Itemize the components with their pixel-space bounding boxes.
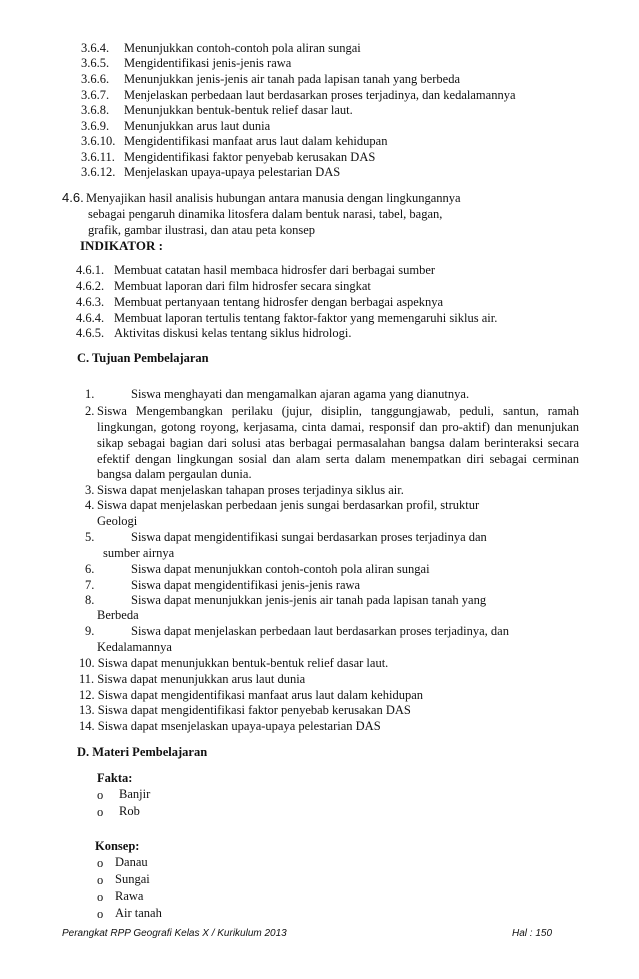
konsep-item: Danau (115, 855, 148, 869)
list-item-text: Siswa dapat menunjukkan jenis-jenis air tanah pada lapisan tanah yang (131, 593, 487, 607)
list-item-text: Membuat laporan dari film hidrosfer secara singkat (114, 279, 371, 293)
konsep-heading: Konsep: (95, 839, 140, 853)
list-item: 13. Siswa dapat mengidentifikasi faktor penyebab kerusakan DAS (79, 703, 411, 717)
list-item-text: Menunjukkan contoh-contoh pola aliran sungai (124, 41, 361, 55)
list-item-text: Kedalamannya (97, 640, 172, 654)
list-item-text: Menunjukkan bentuk-bentuk relief dasar laut. (124, 103, 353, 117)
kd-number: 4.6. (62, 190, 84, 205)
list-item-num: 3.6.12. (81, 165, 116, 179)
list-item-num: 2. (85, 404, 95, 418)
list-item-text: Menunjukkan arus laut dunia (124, 119, 271, 133)
fakta-item: Rob (119, 804, 140, 818)
list-item-text: Berbeda (97, 608, 139, 622)
bullet-icon: o (97, 907, 104, 921)
list-item-num: 4.6.2. (76, 279, 105, 293)
list-item: 14. Siswa dapat msenjelaskan upaya-upaya pelestarian DAS (79, 719, 381, 733)
list-item-text: Siswa dapat menjelaskan perbedaan laut berdasarkan proses terjadinya, dan (131, 624, 509, 638)
list-item-num: 3. (85, 483, 95, 497)
list-item-text: sumber airnya (103, 546, 175, 560)
section-heading-c: C. Tujuan Pembelajaran (77, 351, 209, 365)
list-item-text: efektif dengan lingkungan sosial dan alam serta dalam menempatkan diri sebagai cerminan (97, 452, 579, 466)
list-item-text: Membuat pertanyaan tentang hidrosfer dengan berbagai aspeknya (114, 295, 444, 309)
list-item-num: 3.6.5. (81, 56, 110, 70)
konsep-item: Rawa (115, 889, 144, 903)
list-item-text: Siswa dapat menunjukkan contoh-contoh pola aliran sungai (131, 562, 430, 576)
list-item-text: Siswa dapat menjelaskan perbedaan jenis sungai berdasarkan profil, struktur (97, 498, 480, 512)
list-item-text: bangsa dalam pergaulan dunia. (97, 467, 252, 481)
kd-text-line: sebagai pengaruh dinamika litosfera dalam bentuk narasi, tabel, bagan, (88, 207, 443, 221)
list-item-text: Menunjukkan jenis-jenis air tanah pada lapisan tanah yang berbeda (124, 72, 460, 86)
indikator-heading: INDIKATOR : (80, 238, 163, 253)
list-item-num: 6. (85, 562, 95, 576)
list-item-text: Geologi (97, 514, 138, 528)
list-item-num: 7. (85, 578, 95, 592)
kd-text-line: grafik, gambar ilustrasi, dan atau peta konsep (88, 223, 316, 237)
konsep-item: Air tanah (115, 906, 162, 920)
list-item-num: 3.6.9. (81, 119, 110, 133)
list-item-num: 3.6.7. (81, 88, 110, 102)
list-item-num: 5. (85, 530, 95, 544)
konsep-item: Sungai (115, 872, 150, 886)
footer-page-number: Hal : 150 (512, 928, 553, 939)
list-item-num: 9. (85, 624, 95, 638)
list-item-num: 1. (85, 387, 95, 401)
list-item-num: 3.6.4. (81, 41, 110, 55)
list-item: 12. Siswa dapat mengidentifikasi manfaat arus laut dalam kehidupan (79, 688, 424, 702)
list-item: 10. Siswa dapat menunjukkan bentuk-bentuk relief dasar laut. (79, 656, 389, 670)
bullet-icon: o (97, 805, 104, 819)
list-item-text: Mengidentifikasi faktor penyebab kerusakan DAS (124, 150, 376, 164)
bullet-icon: o (97, 873, 104, 887)
list-item-num: 4.6.3. (76, 295, 105, 309)
list-item-num: 4.6.1. (76, 263, 105, 277)
list-item: 11. Siswa dapat menunjukkan arus laut dunia (79, 672, 306, 686)
list-item-text: Siswa dapat menjelaskan tahapan proses terjadinya siklus air. (97, 483, 404, 497)
bullet-icon: o (97, 788, 104, 802)
list-item-num: 8. (85, 593, 95, 607)
kd-text-line: Menyajikan hasil analisis hubungan antara manusia dengan lingkungannya (86, 191, 461, 205)
list-item-text: sikap sebagai bagian dari solusi atas berbagai permasalahan bangsa dalam berinteraksi secara (97, 436, 579, 450)
list-item-text: Mengidentifikasi jenis-jenis rawa (124, 56, 292, 70)
footer-title: Perangkat RPP Geografi Kelas X / Kurikulum 2013 (62, 928, 287, 939)
list-item-text: Siswa menghayati dan mengamalkan ajaran agama yang dianutnya. (131, 387, 470, 401)
section-heading-d: D. Materi Pembelajaran (77, 745, 208, 759)
list-item-num: 3.6.6. (81, 72, 110, 86)
list-item-num: 3.6.8. (81, 103, 110, 117)
bullet-icon: o (97, 890, 104, 904)
list-item-num: 3.6.11. (81, 150, 115, 164)
list-item-text: Menjelaskan perbedaan laut berdasarkan proses terjadinya, dan kedalamannya (124, 88, 516, 102)
list-item-text: lingkungan, gotong royong, kerjasama, cinta damai, responsif dan pro-aktif) dan menunjukan (97, 420, 579, 434)
bullet-icon: o (97, 856, 104, 870)
list-item-text: Menjelaskan upaya-upaya pelestarian DAS (124, 165, 341, 179)
list-item-num: 4.6.5. (76, 326, 105, 340)
list-item-num: 4.6.4. (76, 311, 105, 325)
list-item-text: Siswa dapat mengidentifikasi sungai berdasarkan proses terjadinya dan (131, 530, 487, 544)
fakta-item: Banjir (119, 787, 151, 801)
list-item-num: 4. (85, 498, 95, 512)
list-item-text: Membuat laporan tertulis tentang faktor-faktor yang memengaruhi siklus air. (114, 311, 498, 325)
fakta-heading: Fakta: (97, 771, 133, 785)
list-item-text: Aktivitas diskusi kelas tentang siklus hidrologi. (114, 326, 352, 340)
list-item-text: Siswa dapat mengidentifikasi jenis-jenis rawa (131, 578, 361, 592)
list-item-num: 3.6.10. (81, 134, 116, 148)
list-item-text: Membuat catatan hasil membaca hidrosfer dari berbagai sumber (114, 263, 436, 277)
list-item-text: Mengidentifikasi manfaat arus laut dalam kehidupan (124, 134, 388, 148)
list-item-text: Siswa Mengembangkan perilaku (jujur, disiplin, tanggungjawab, peduli, santun, ramah (97, 404, 579, 418)
